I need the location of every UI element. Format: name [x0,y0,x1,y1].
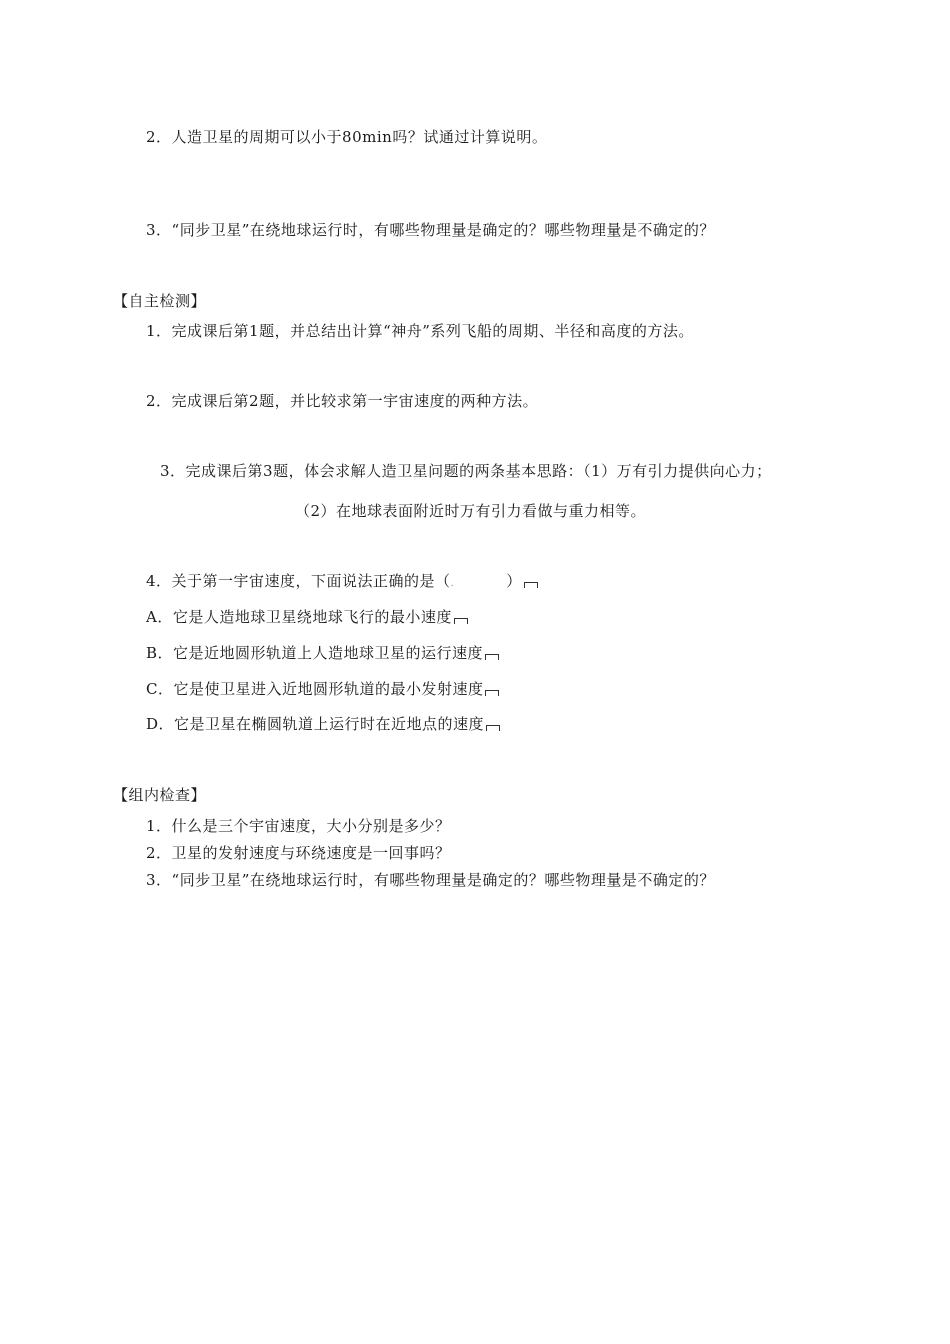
bracket-mark-icon [485,654,499,660]
option-b [146,643,499,663]
option-a-text: A．它是人造地球卫星绕地球飞行的最小速度 [146,608,452,626]
option-c [146,679,499,699]
bracket-mark-icon [454,618,468,624]
self-check-item-3-cont: （2）在地球表面附近时万有引力看做与重力相等。 [295,502,647,520]
bracket-mark-icon [524,582,538,588]
self-check-item-2: 2．完成课后第2题，并比较求第一宇宙速度的两种方法。 [146,392,539,410]
self-check-item-3: 3．完成课后第3题，体会求解人造卫星问题的两条基本思路：（1）万有引力提供向心力； [160,462,772,480]
bracket-mark-icon [485,690,499,696]
option-b-text: B．它是近地圆形轨道上人造地球卫星的运行速度 [146,644,484,662]
answer-blank-dot: . [450,578,455,589]
group-check-item-1: 1．什么是三个宇宙速度，大小分别是多少？ [146,817,451,835]
option-a [146,607,468,627]
option-d [146,714,500,734]
option-d-text: D．它是卫星在椭圆轨道上运行时在近地点的速度 [146,715,485,733]
self-check-item-1: 1．完成课后第1题，并总结出计算“神舟”系列飞船的周期、半径和高度的方法。 [146,322,694,340]
question-4-stem-close: ） [506,572,522,590]
self-check-heading: 【自主检测】 [113,292,207,310]
group-check-item-3: 3．“同步卫星”在绕地球运行时，有哪些物理量是确定的？哪些物理量是不确定的？ [146,871,715,889]
question-4-stem [146,571,538,594]
question-2-top: 2．人造卫星的周期可以小于80min吗？试通过计算说明。 [146,128,548,146]
question-3-top: 3．“同步卫星”在绕地球运行时，有哪些物理量是确定的？哪些物理量是不确定的？ [146,221,715,239]
question-4-stem-text: 4．关于第一宇宙速度，下面说法正确的是（ [146,572,451,590]
option-c-text: C．它是使卫星进入近地圆形轨道的最小发射速度 [146,680,484,698]
group-check-item-2: 2．卫星的发射速度与环绕速度是一回事吗？ [146,844,451,862]
bracket-mark-icon [486,725,500,731]
group-check-heading: 【组内检查】 [113,786,207,804]
